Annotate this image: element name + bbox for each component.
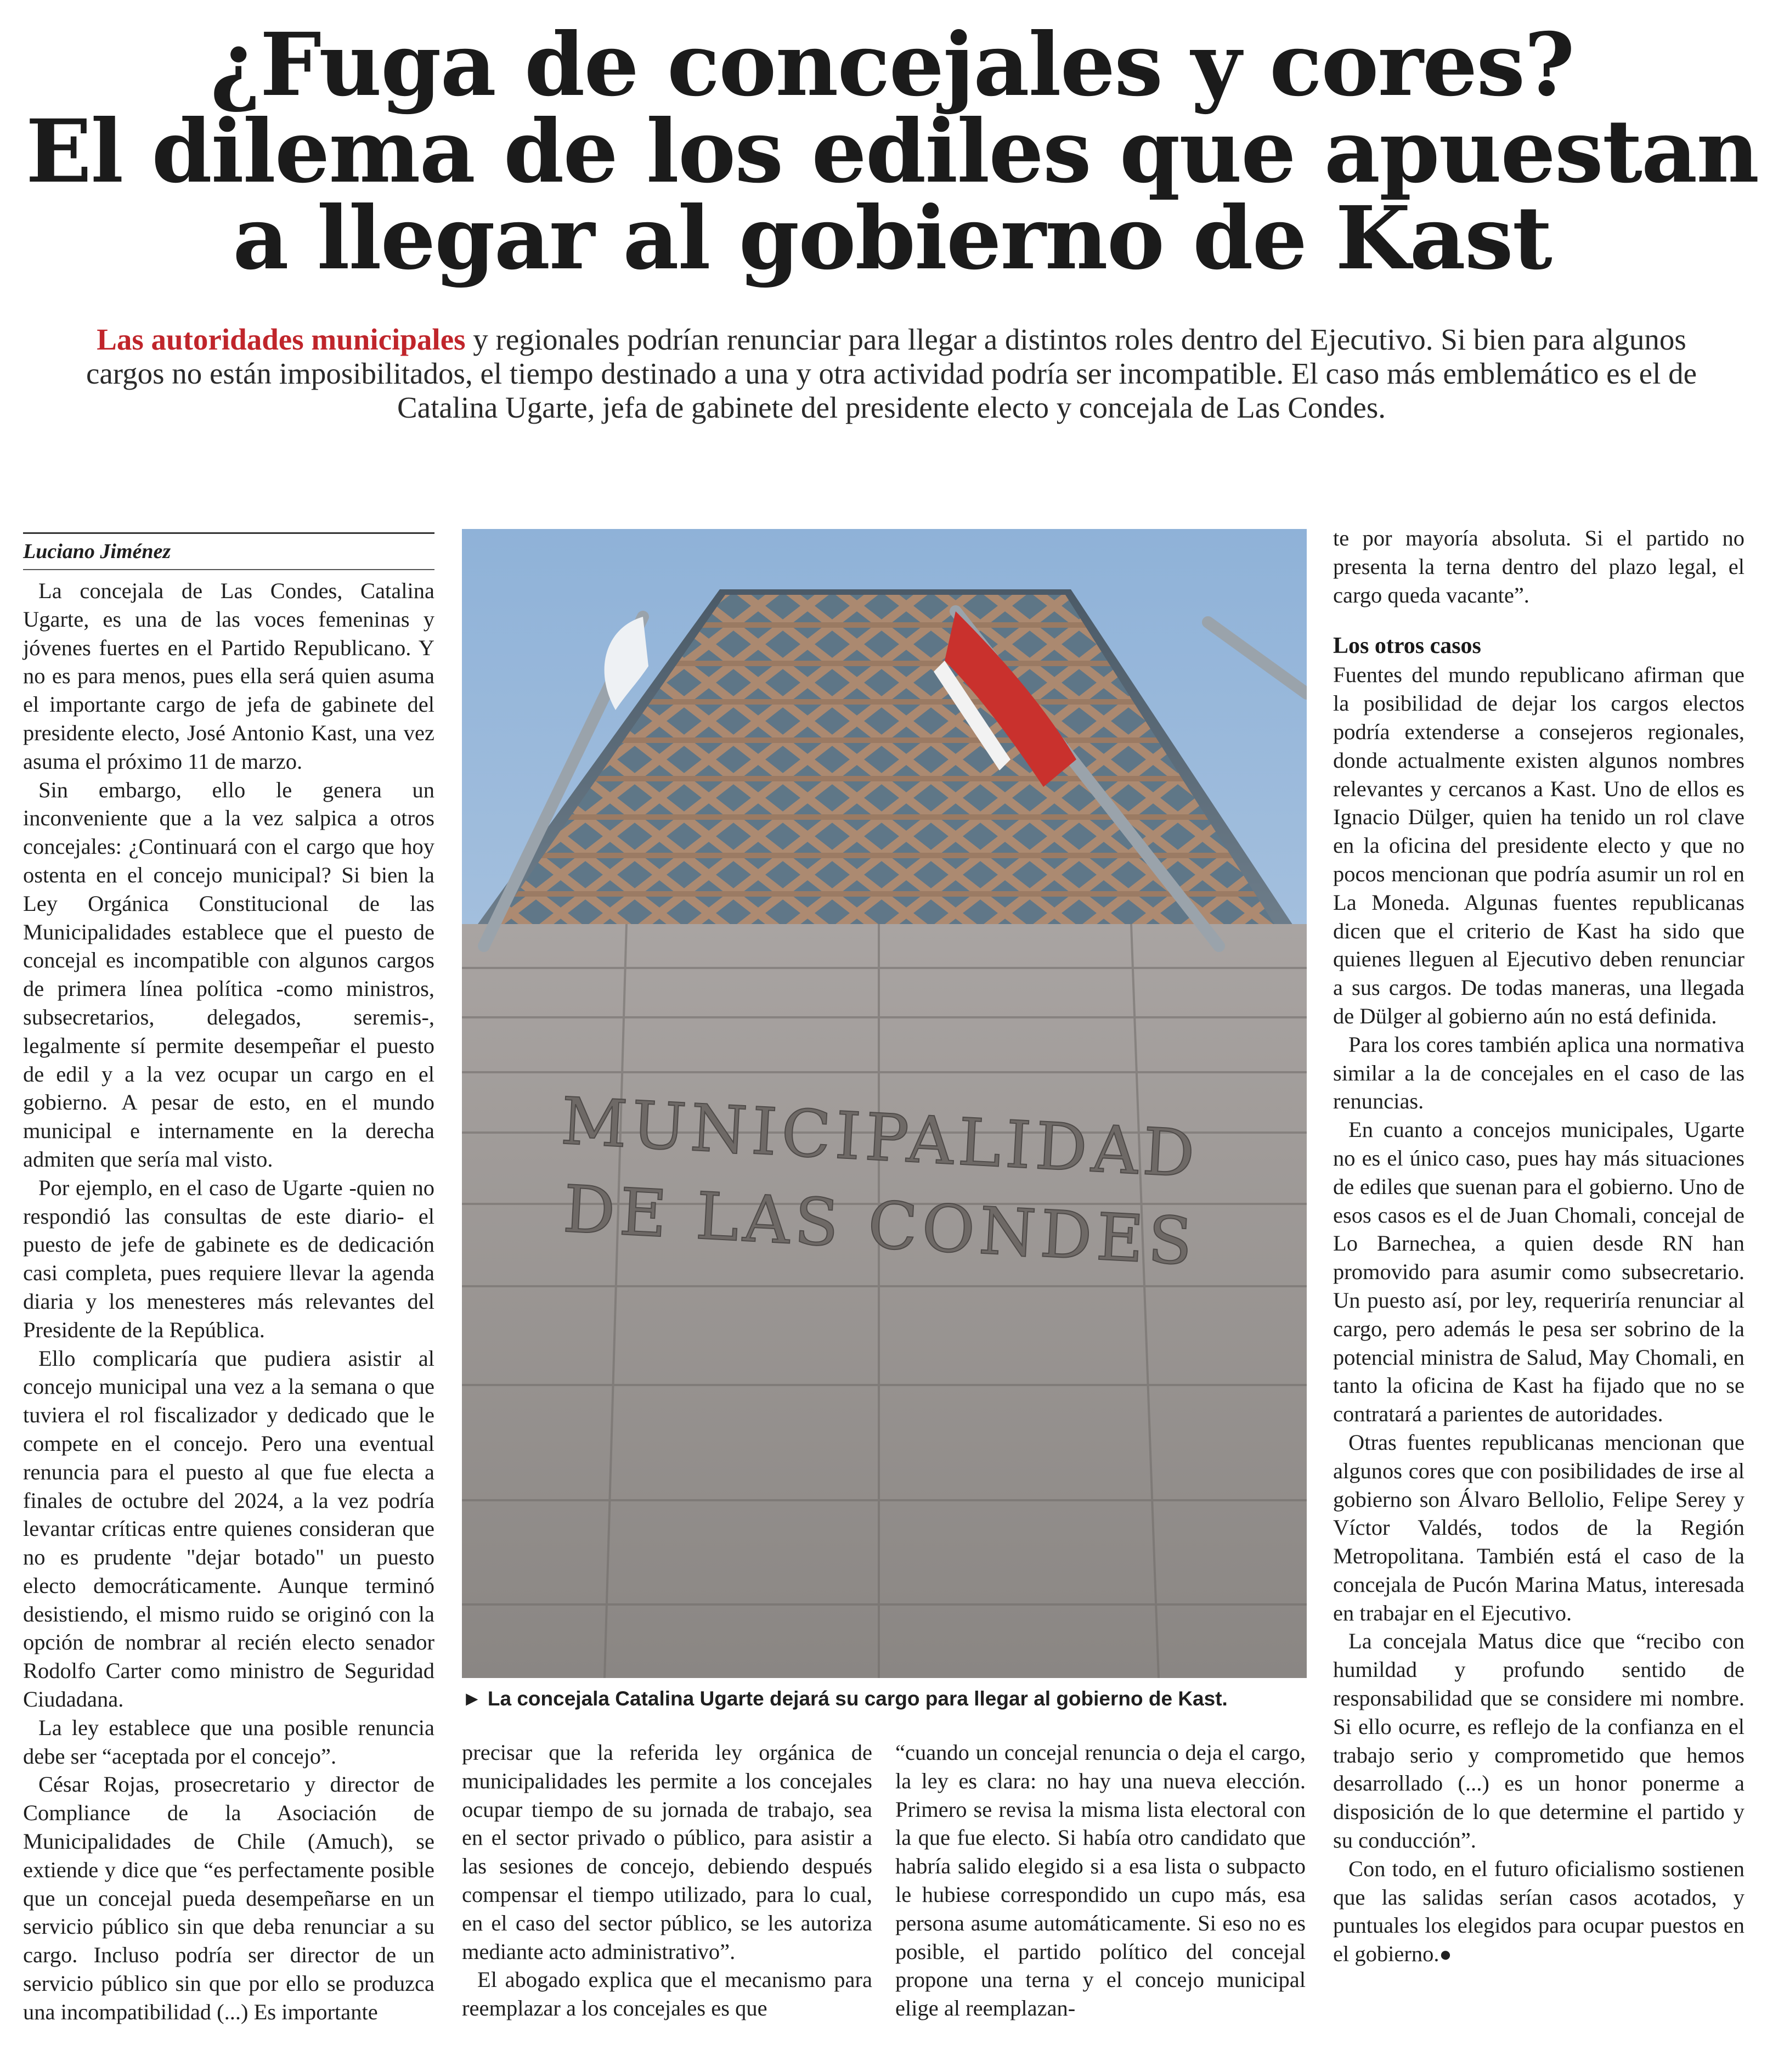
paragraph: La concejala de Las Condes, Catalina Ugarte, es una de las voces femeninas y jóvenes fuertes en el Partido Republicano. Y no es para menos, pues ella será quien asuma el importante cargo de jefa de gabinete del presidente electo, José Antonio Kast, una vez asuma el próximo 11 de marzo. [23,578,434,774]
photo-sign-line-1: MUNICIPALIDAD [559,1083,1201,1192]
headline-line-1: ¿Fuga de concejales y cores? [210,14,1574,116]
deck-lead: Las autoridades municipales [97,323,466,356]
subheading: Los otros casos [1333,633,1481,659]
article-column-2 [462,1738,872,2023]
article-column-4 [1333,524,1745,1969]
article-column-1 [23,532,434,2026]
byline: Luciano Jiménez [23,532,434,570]
paragraph: El abogado explica que el mecanismo para reemplazar a los concejales es que [462,1967,872,2021]
paragraph: En cuanto a concejos municipales, Ugarte no es el único caso, pues hay más situaciones de ediles que suenan para el gobierno. Uno de esos casos es el de Juan Chomali, concejal de Lo Barnechea, a quien desde RN han promovido para asumir como subsecretario. Un puesto así, por ley, requeriría renunciar al cargo, pero además le pesa ser sobrino de la potencial ministra de Salud, May Chomali, en tanto la oficina de Kast ha fijado que no se contratará a parientes de autoridades. [1333,1117,1745,1427]
paragraph: Para los cores también aplica una normativa similar a la de concejales en el caso de las renuncias. [1333,1032,1745,1114]
paragraph: “cuando un concejal renuncia o deja el cargo, la ley es clara: no hay una nueva elección. Primero se revisa la misma lista electoral con la que fue electo. Si había otro candidato que habría salido elegido si a esa lista o subpacto le hubiese correspondido un cupo más, esa persona asume automáticamente. Si eso no es posible, el partido político del concejal propone una terna y el concejo municipal elige al reemplazan- [895,1740,1306,2021]
photo-sign-line-2: DE LAS CONDES [561,1170,1199,1280]
article-photo [462,529,1307,1678]
paragraph: César Rojas, prosecretario y director de Compliance de la Asociación de Municipalidades de Chile (Amuch), se extiende y dice que “es perfectamente posible que un concejal pueda desempeñarse en un servicio público sin que deba renunciar a su cargo. Incluso podría ser director de un servicio público sin que por ello se produzca una incompatibilidad (...) Es importante [23,1772,434,2024]
deck-text: y regionales podrían renunciar para llegar a distintos roles dentro del Ejecutivo. Si bien para algunos cargos no están imposibilitados, el tiempo destinado a una y otra actividad podría ser incompatible. El caso más emblemático es el de Catalina Ugarte, jefa de gabinete del presidente electo y concejala de Las Condes. [86,323,1697,424]
paragraph-last [1333,1855,1745,1969]
deck [66,323,1717,425]
photo-municipal-building [462,529,1307,1678]
paragraph: Fuentes del mundo republicano afirman que la posibilidad de dejar los cargos electos podría extenderse a consejeros regionales, donde actualmente existen algunos nombres relevantes y cercanos a Kast. Uno de ellos es Ignacio Dülger, quien ha tenido un rol clave en la oficina del presidente electo y que no pocos mencionan que podría asumir un rol en La Moneda. Algunas fuentes republicanas dicen que el criterio de Kast ha sido que quienes lleguen al Ejecutivo deben renunciar a sus cargos. De todas maneras, una llegada de Dülger al gobierno aún no está definida. [1333,662,1745,1028]
paragraph: Otras fuentes republicanas mencionan que algunos cores que con posibilidades de irse al gobierno son Álvaro Bellolio, Felipe Serey y Víctor Valdés, todos de la Región Metropolitana. También está el caso de la concejala de Pucón Marina Matus, interesada en trabajar en el Ejecutivo. [1333,1429,1745,1625]
paragraph: te por mayoría absoluta. Si el partido no presenta la terna dentro del plazo legal, el cargo queda vacante”. [1333,526,1745,607]
paragraph: precisar que la referida ley orgánica de municipalidades les permite a los concejales ocupar tiempo de su jornada de trabajo, sea en el sector privado o público, para asistir a las sesiones de concejo, debiendo después compensar el tiempo utilizado, para lo cual, en el caso del sector público, se les autoriza mediante acto administrativo”. [462,1740,872,1964]
paragraph-text: Con todo, en el futuro oficialismo sostienen que las salidas serían casos acotados, y puntuales los elegidos para ocupar puestos en el gobierno. [1333,1856,1745,1967]
headline [0,14,1784,289]
end-mark-icon: ● [1439,1943,1452,1967]
article-column-3 [895,1738,1306,2023]
photo-caption: ► La concejala Catalina Ugarte dejará su cargo para llegar al gobierno de Kast. [462,1687,1228,1710]
headline-line-3: a llegar al gobierno de Kast [233,188,1551,289]
paragraph: Por ejemplo, en el caso de Ugarte -quien no respondió las consultas de este diario- el puesto de jefe de gabinete es de dedicación casi completa, pues requiere llevar la agenda diaria y los menesteres más relevantes del Presidente de la República. [23,1175,434,1342]
paragraph: Ello complicaría que pudiera asistir al concejo municipal una vez a la semana o que tuviera el rol fiscalizador y dedicado que le compete en el concejo. Pero una eventual renuncia para el puesto al que fue electa a finales de octubre del 2024, a la vez podría levantar críticas entre quienes consideran que no es prudente "dejar botado" un puesto electo democráticamente. Aunque terminó desistiendo, el mismo ruido se originó con la opción de nombrar al recién electo senador Rodolfo Carter como ministro de Seguridad Ciudadana. [23,1345,434,1712]
paragraph: La ley establece que una posible renuncia debe ser “aceptada por el concejo”. [23,1715,434,1769]
headline-line-2: El dilema de los ediles que apuestan [25,101,1759,202]
paragraph: La concejala Matus dice que “recibo con humildad y profundo sentido de responsabilidad que se considere mi nombre. Si ello ocurre, es reflejo de la confianza en el trabajo serio y comprometido que hemos desarrollado (...) es un honor ponerme a disposición de lo que determine el partido y su conducción”. [1333,1629,1745,1853]
paragraph: Sin embargo, ello le genera un inconveniente que a la vez salpica a otros concejales: ¿Continuará con el cargo que hoy ostenta en el concejo municipal? Si bien la Ley Orgánica Constitucional de las Municipalidades establece que el puesto de concejal es incompatible con algunos cargos de primera línea política -como ministros, subsecretarios, delegados, seremis-, legalmente sí permite desempeñar el puesto de edil y a la vez ocupar un cargo en el gobierno. A pesar de esto, en el mundo municipal e internamente en la derecha admiten que sería mal visto. [23,777,434,1172]
